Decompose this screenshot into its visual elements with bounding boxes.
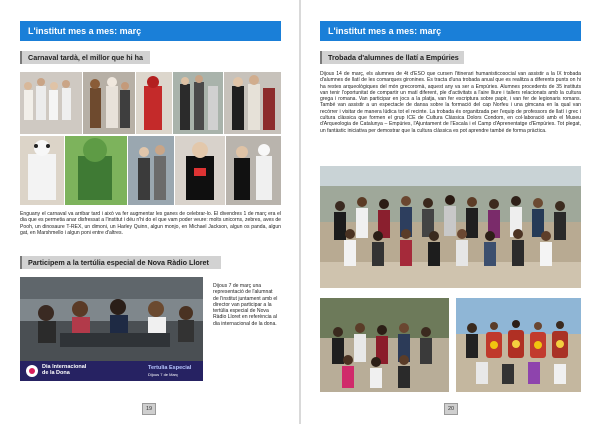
radio-banner-subtitle: Tertulia Especial <box>148 365 192 371</box>
radio-logo-icon <box>25 364 39 378</box>
radio-banner-title <box>42 364 86 376</box>
left-page <box>0 0 299 424</box>
shields-activity-graphic <box>456 298 581 392</box>
radio-studio-photo <box>20 277 203 381</box>
right-page-banner: L'institut mes a mes: març <box>320 21 581 41</box>
radio-event-banner <box>20 361 203 381</box>
group-photo-empuries <box>320 166 581 288</box>
group-photo-graphic <box>320 166 581 288</box>
right-page-number: 20 <box>444 403 458 415</box>
legionaries-graphic <box>320 298 449 392</box>
right-page <box>301 0 600 424</box>
latin-meeting-article-text: Dijous 14 de març, els alumnes de 4t d'ESO que cursen l'itinerari humanisticosocial van assistir a la IX trobada d'alumnes de llatí de les comarques gironines. Es tracta d'una trobada anual que es realitza a diferents punts on hi ha restes arqueològiques del món grecoromà, aquest any va ser a Empúries. Alumnes procedents de 35 instituts van tenir l'oportunitat de compartir un matí diferent, ple d'activitats a l'aire lliure i tallers relacionats amb la cultura grega i romana. Van participar en jocs a la platja, van fer escriptura sobre papir, i van fer de legionaris romans. També van assistir a un espectacle de dansa sobre la formació del cap Norfeu i una gimcana en la qual van recórrer i visitar de manera lúdica tot el recinte. La trobada és organitzada per l'equip de professors de llatí i grec i cultura clàssica que formen el grup ICE de Cultura Clàssica Dolors Condom, en col·laboració amb el Museu d'Arqueologia de Catalunya – Empúries, l'Ajuntament de l'Escala i el Camp d'Aprenentatge d'Empúries. Tot plegat, un fantàstic iniciativa per demostrar que la cultura clàssica es pot aprendre també de forma pràctica. <box>320 71 581 134</box>
shields-activity-photo <box>456 298 581 392</box>
radio-article-text: Dijous 7 de març una representació de l'alumnat de l'institut juntament amb el director van participar a la tertúlia especial de Nova Ràdio Lloret en referència al dia internacional de la dona. <box>213 283 278 327</box>
radio-section-title: Participem a la tertúlia especial de Nova Ràdio Lloret <box>20 256 221 269</box>
radio-banner-date: Dijous 7 de Març <box>148 372 179 377</box>
radio-banner-title-line1: Dia Internacional <box>42 364 87 370</box>
legionaries-photo <box>320 298 449 392</box>
carnival-photo-collage <box>20 72 281 205</box>
latin-meeting-section-title: Trobada d'alumnes de llatí a Empúries <box>320 51 464 64</box>
left-page-number: 19 <box>142 403 156 415</box>
left-page-banner: L'institut mes a mes: març <box>20 21 281 41</box>
collage-graphic <box>20 72 281 205</box>
carnival-article-text: Enguany el carnaval va arribar tard i això va fer augmentar les ganes de celebrar-lo. El divendres 1 de març era el dia que es permetia anar disfressat a l'institut i déu n'hi do el que vam poder veure: molts unicorns, zebres, aves de Pooh, un dinosaure T-REX, un dimoni, un Harley Quinn, algun monjo, en Michael Jackson, algun os panda, algun gat, en Marshmello i algun poni entre d'altres. <box>20 211 281 236</box>
radio-studio-graphic <box>20 277 203 361</box>
radio-banner-title-line2: de la Dona <box>42 370 70 376</box>
carnival-section-title: Carnaval tardà, el millor que hi ha <box>20 51 150 64</box>
